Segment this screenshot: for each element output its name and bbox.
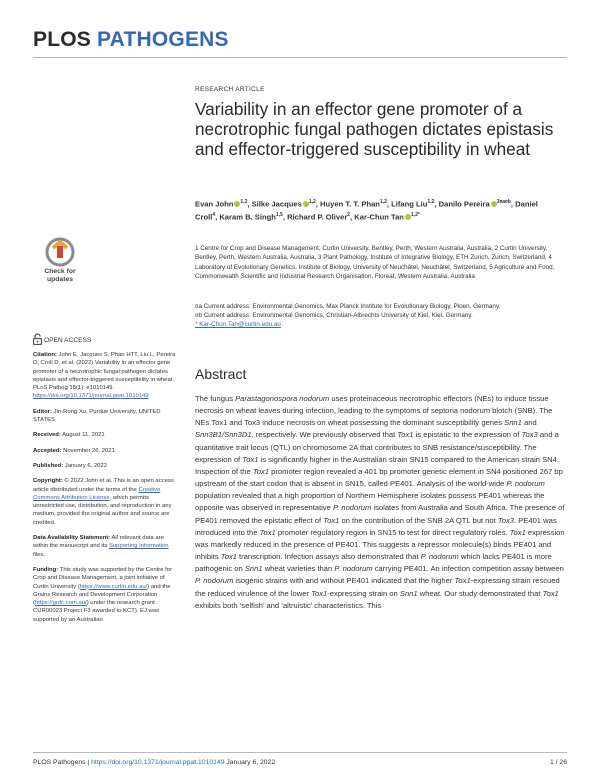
journal-logo <box>33 28 229 52</box>
italic-term: Tox1 <box>323 515 340 525</box>
author-list: Evan John $^{1,2}$, Silke Jacques $^{1,2}$, Huyen T. T. Phan$^{1,2}$, Lifang Liu$^{1,2}$, Danilo Pereira $^{3¤a¤b}$, Daniel Croll$^4$, Karam B. Singh$^{1,5}$, Richard P. Oliver$^2$, Kar-Chun Tan $^{1,2*}$ <box>195 199 538 222</box>
copyright-block: Copyright: © 2022 John et al. This is an open access article distributed under the terms of the Creative Commons Attribution License, which permits unrestricted use, distribution, and reproduction in any medium, provided the original author and source are credited. <box>33 478 174 526</box>
author-name: Karam B. Singh <box>219 212 276 222</box>
author-affiliation-mark: 1,2* <box>410 211 420 218</box>
italic-term: Tox3 <box>497 515 515 525</box>
author-name: Richard P. Oliver <box>287 212 348 222</box>
published-date: Published: January 6, 2022 <box>33 462 107 469</box>
author-affiliation-mark: 1,2 <box>240 199 248 205</box>
check-updates-label: Check for updates <box>44 268 76 283</box>
author-affiliation-mark: 3¤a¤b <box>496 199 511 205</box>
logo-plos: PLOS <box>33 28 91 51</box>
italic-term: Tox1 <box>252 466 270 476</box>
italic-term: P. nodorum <box>334 564 373 574</box>
author-name: Daniel Croll <box>195 199 538 222</box>
funding-block: Funding: This study was supported by the Centre for Crop and Disease Management, a joint initiative of Curtin University (https://www.curtin.edu.au/) and the Grains Research and Development Corporation (https://grdc.com.au/) under the research grant CUR00023 Project F3 awarded to KCT). EJ was supported by an Australian <box>33 566 173 623</box>
check-for-updates-badge[interactable] <box>36 237 84 295</box>
open-access-label: OPEN ACCESS <box>44 337 92 344</box>
received-date: Received: August 11, 2021 <box>33 432 105 439</box>
author-name: Kar-Chun Tan <box>354 212 404 222</box>
open-lock-icon <box>33 333 42 345</box>
license-link[interactable]: Creative Commons Attribution License <box>33 486 161 501</box>
footer-doi-link[interactable]: https://doi.org/10.1371/journal.ppat.1010149 <box>91 759 225 766</box>
italic-term: Tox1 <box>454 576 471 586</box>
italic-term: Snn1 <box>399 588 418 598</box>
author-name: Lifang Liu <box>391 199 428 209</box>
author-affiliation-mark: 1,2 <box>427 199 435 205</box>
italic-term: Snn1 <box>244 564 263 574</box>
article-metadata-sidebar <box>33 351 177 631</box>
italic-term: P. nodorum <box>333 503 372 513</box>
current-address-a: ¤a Current address: Environmental Genomics, Max Planck Institute for Evolutionary Biology, Ploen, Germany. <box>195 303 501 310</box>
author-affiliation-mark: 2 <box>347 211 351 218</box>
grdc-link[interactable]: https://grdc.com.au/ <box>34 600 87 607</box>
logo-pathogens: PATHOGENS <box>97 28 229 51</box>
footer-journal: PLOS Pathogens | <box>33 759 92 766</box>
author-notes <box>195 302 557 329</box>
supporting-information-link[interactable]: Supporting Information <box>108 543 169 550</box>
author-name: Huyen T. T. Phan <box>320 199 380 209</box>
abstract-heading: Abstract <box>195 366 247 382</box>
italic-term: Snn3B1/Snn3D1 <box>195 430 252 440</box>
footer-divider <box>33 752 567 753</box>
accepted-date: Accepted: November 26, 2021 <box>33 447 115 454</box>
italic-term: Parastagonospora nodorum <box>235 394 330 403</box>
author-name: Silke Jacques <box>251 199 302 209</box>
header-divider <box>33 57 567 58</box>
author-affiliation-mark: 4 <box>212 211 216 218</box>
italic-term: Tox1 <box>311 588 328 598</box>
italic-term: P. nodorum <box>420 552 459 562</box>
page-number: 1 / 26 <box>549 759 567 766</box>
italic-term: Snn1 <box>504 418 522 428</box>
author-affiliation-mark: 1,5 <box>275 211 283 218</box>
italic-term: Tox1 <box>259 527 276 537</box>
data-availability-block: Data Availability Statement: All relevant data are within the manuscript and its Supporting Information files. <box>33 535 169 558</box>
italic-term: Tox1 <box>509 527 526 537</box>
citation-block: Citation: John E, Jacques S, Phan HTT, Liu L, Pereira D, Croll D, et al. (2022) Variability in an effector gene promoter of a necrotrophic fungal pathogen dictates epistasis and effector-triggered susceptibility in wheat. PLoS Pathog 18(1): e1010149. https://doi.org/10.1371/journal.ppat.1010149 <box>33 352 176 400</box>
editor-block: Editor: Jin-Rong Xu, Purdue University, UNITED STATES <box>33 408 161 424</box>
current-address-b: ¤b Current address: Environmental Genomics, Christian-Albrechts University of Kiel, Kiel, Germany. <box>195 312 473 319</box>
italic-term: Tox1 <box>220 552 237 562</box>
author-affiliation-mark: 1,2 <box>308 199 316 205</box>
curtin-link[interactable]: https://www.curtin.edu.au/ <box>79 583 148 590</box>
article-type: RESEARCH ARTICLE <box>195 86 265 93</box>
author-name: Evan John <box>195 199 234 209</box>
italic-term: Tox3 <box>521 430 538 440</box>
italic-term: Tox1 <box>542 588 559 598</box>
footer-date: January 6, 2022 <box>224 759 276 766</box>
abstract-body: The fungus Parastagonospora nodorum uses proteinaceous necrotrophic effectors (NEs) to induce tissue necrosis on wheat leaves during infection, leading to the symptoms of septoria nodorum blotch (SNB). The NEs Tox1 and Tox3 induce necrosis on wheat possessing the dominant susceptibility genes Snn1 and Snn3B1/Snn3D1, respectively. We previously observed that Tox1 is epistatic to the expression of Tox3 and a quantitative trait locus (QTL) on chromosome 2A that contributes to SNB resistance/susceptibility. The expression of Tox1 is significantly higher in the Australian strain SN15 compared to the American strain SN4. Inspection of the Tox1 promoter region revealed a 401 bp promoter genetic element in SN4 positioned 267 bp upstream of the start codon that is absent in SN15, called PE401. Analysis of the world-wide P. nodorum population revealed that a high proportion of Northern Hemisphere isolates possess PE401 whereas the opposite was observed in representative P. nodorum isolates from Australia and South Africa. The presence of PE401 removed the epistatic effect of Tox1 on the contribution of the SNB 2A QTL but not Tox3. PE401 was introduced into the Tox1 promoter regulatory region in SN15 to test for direct regulatory roles. Tox1 expression was markedly reduced in the presence of PE401. This suggests a repressor molecule(s) binds PE401 and inhibits Tox1 transcription. Infection assays also demonstrated that P. nodorum which lacks PE401 is more pathogenic on Snn1 wheat varieties than P. nodorum carrying PE401. An infection competition assay between P. nodorum isogenic strains with and without PE401 indicated that the higher Tox1-expressing strain rescued the reduced virulence of the lower Tox1-expressing strain on Snn1 wheat. Our study demonstrated that Tox1 exhibits both ‘selfish’ and ‘altruistic’ characteristics. This <box>195 394 565 610</box>
article-title: Variability in an effector gene promoter of a necrotrophic fungal pathogen dictates epistasis and effector-triggered susceptibility in wheat <box>195 99 554 159</box>
italic-term: P. nodorum <box>506 479 545 489</box>
check-updates-icon <box>36 237 84 267</box>
affiliations: 1 Centre for Crop and Disease Management, Curtin University, Bentley, Perth, Western Australia, Australia, 2 Curtin University, Bentley, Perth, Western Australia, Australia, 3 Plant Pathology, Institute of Integrative Biology, ETH Zurich, Zurich, Switzerland, 4 Laboratory of Evolutionary Genetics, Institute of Biology, University of Neuchâtel, Neuchâtel, Switzerland, 5 Agriculture and Food, Commonwealth Scientific and Industrial Research Organisation, Floreat, Western Australia, Australia <box>195 245 555 280</box>
italic-term: P. nodorum <box>195 576 234 586</box>
citation-doi-link[interactable]: https://doi.org/10.1371/journal.ppat.1010149 <box>33 393 149 400</box>
italic-term: Tox1 <box>242 454 259 464</box>
page-footer <box>33 759 275 766</box>
italic-term: Tox1 <box>397 430 414 440</box>
author-affiliation-mark: 1,2 <box>379 199 387 205</box>
open-access-badge <box>33 333 91 345</box>
author-name: Danilo Pereira <box>438 199 490 209</box>
corresponding-email-link[interactable]: * Kar-Chun.Tan@curtin.edu.au <box>195 321 281 328</box>
